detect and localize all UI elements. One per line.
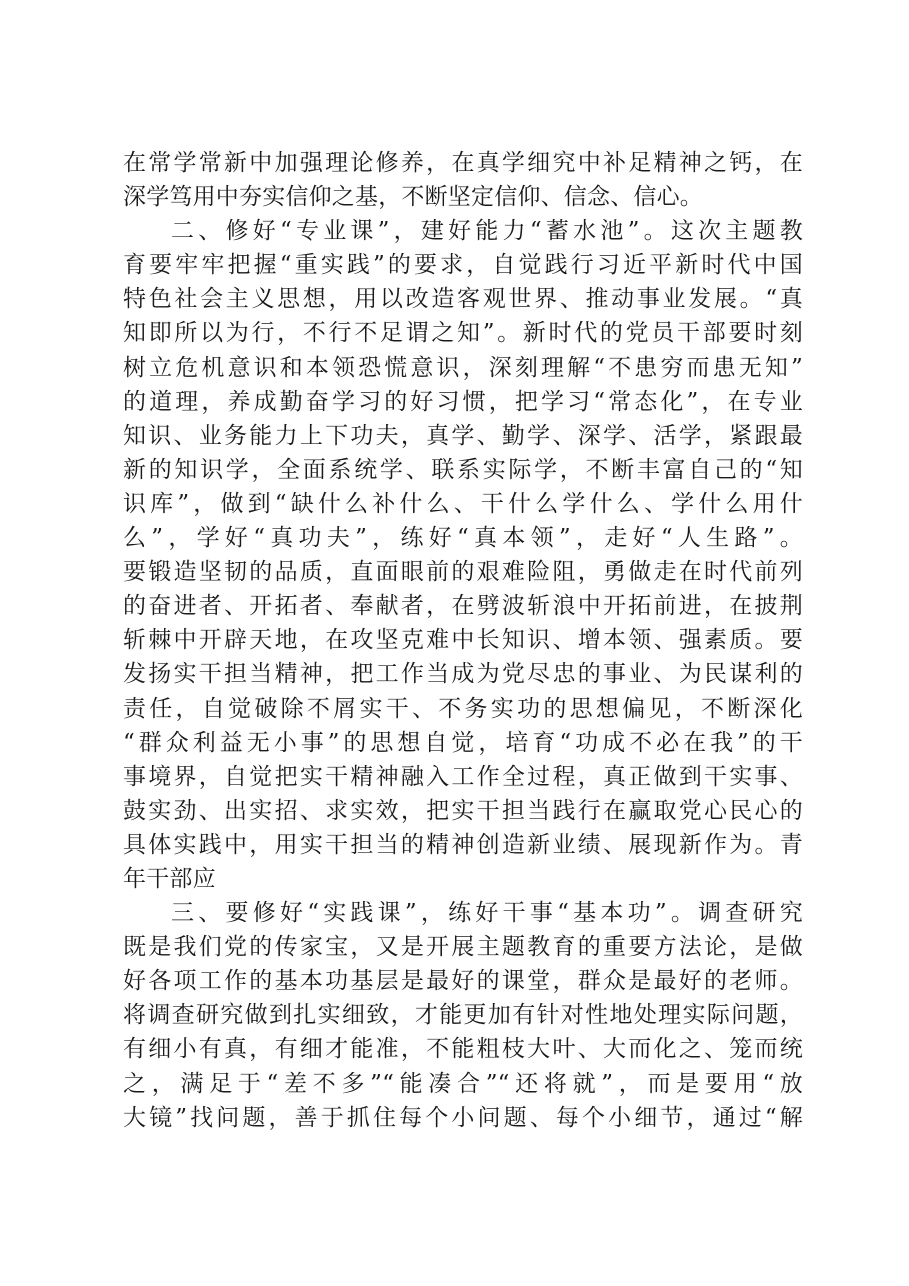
section-heading-line: 二、修好“专业课”，建好能力“蓄水池”。这次主题教 <box>171 218 803 245</box>
text-line: 的道理，养成勤奋学习的好习惯，把学习“常态化”，在专业 <box>123 388 803 415</box>
text-line: 将调查研究做到扎实细致，才能更加有针对性地处理实际问题， <box>123 1002 803 1029</box>
text-line: 具体实践中，用实干担当的精神创造新业绩、展现新作为。青 <box>123 831 803 858</box>
text-line: 在常学常新中加强理论修养，在真学细究中补足精神之钙，在 <box>123 150 803 176</box>
text-line: 识库”，做到“缺什么补什么、干什么学什么、学什么用什 <box>123 490 803 517</box>
text-line: 好各项工作的基本功基层是最好的课堂，群众是最好的老师。 <box>123 968 803 995</box>
section-heading-line: 三、要修好“实践课”，练好干事“基本功”。调查研究 <box>171 900 803 927</box>
text-line: 责任，自觉破除不屑实干、不务实功的思想偏见，不断深化 <box>123 695 803 722</box>
text-line: 既是我们党的传家宝，又是开展主题教育的重要方法论，是做 <box>123 934 803 961</box>
text-line: “群众利益无小事”的思想自觉，培育“功成不必在我”的干 <box>123 729 803 756</box>
text-line: 特色社会主义思想，用以改造客观世界、推动事业发展。“真 <box>123 286 803 313</box>
text-line: 事境界，自觉把实干精神融入工作全过程，真正做到干实事、 <box>123 763 803 790</box>
body-text <box>123 146 803 1135</box>
text-line: 深学笃用中夯实信仰之基，不断坚定信仰、信念、信心。 <box>123 184 703 211</box>
text-line: 斩棘中开辟天地，在攻坚克难中长知识、增本领、强素质。要 <box>123 627 803 654</box>
text-line: 新的知识学，全面系统学、联系实际学，不断丰富自己的“知 <box>123 456 803 483</box>
text-line: 育要牢牢把握“重实践”的要求，自觉践行习近平新时代中国 <box>123 252 803 279</box>
text-line: 么”，学好“真功夫”，练好“真本领”，走好“人生路”。 <box>123 525 803 552</box>
text-line: 知即所以为行，不行不足谓之知”。新时代的党员干部要时刻 <box>123 320 803 347</box>
text-line: 要锻造坚韧的品质，直面眼前的艰难险阻，勇做走在时代前列 <box>123 559 803 586</box>
text-line: 年干部应 <box>123 865 216 892</box>
text-line: 发扬实干担当精神，把工作当成为党尽忠的事业、为民谋利的 <box>123 661 803 688</box>
text-line: 树立危机意识和本领恐慌意识，深刻理解“不患穷而患无知” <box>123 354 803 381</box>
text-line: 的奋进者、开拓者、奉献者，在劈波斩浪中开拓前进，在披荆 <box>123 593 803 620</box>
text-line: 大镜”找问题，善于抓住每个小问题、每个小细节，通过“解 <box>123 1104 803 1131</box>
text-line: 之，满足于“差不多”“能凑合”“还将就”，而是要用“放 <box>123 1070 803 1097</box>
text-line: 有细小有真，有细才能准，不能粗枝大叶、大而化之、笼而统 <box>123 1036 803 1063</box>
text-line: 鼓实劲、出实招、求实效，把实干担当践行在赢取党心民心的 <box>123 797 803 824</box>
text-line: 知识、业务能力上下功夫，真学、勤学、深学、活学，紧跟最 <box>123 422 803 449</box>
